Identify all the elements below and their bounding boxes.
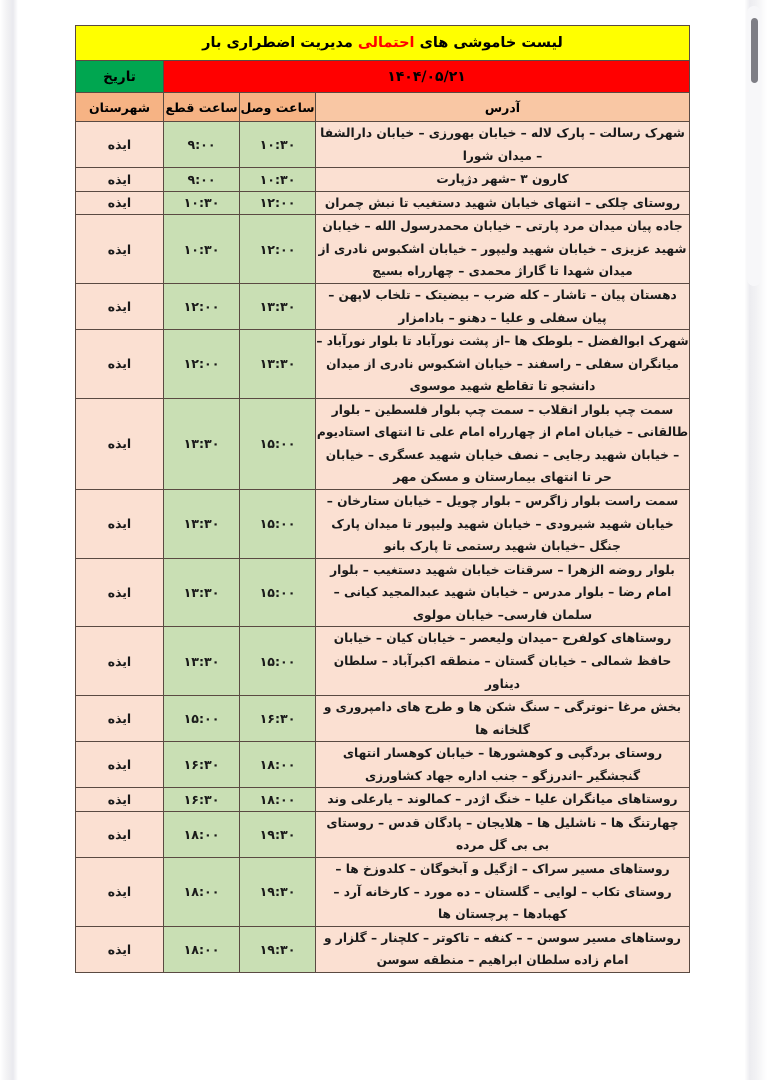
cell-county: ایذه — [75, 122, 163, 168]
cell-cut-time: ۹:۰۰ — [164, 122, 240, 168]
table-row — [75, 858, 689, 927]
cell-connect-time: ۱۹:۳۰ — [240, 926, 316, 972]
cell-county: ایذه — [75, 398, 163, 489]
table-row — [75, 191, 689, 215]
cell-cut-time: ۱۳:۳۰ — [164, 398, 240, 489]
cell-county: ایذه — [75, 811, 163, 857]
cell-connect-time: ۱۸:۰۰ — [240, 788, 316, 812]
cell-county: ایذه — [75, 742, 163, 788]
cell-county: ایذه — [75, 330, 163, 399]
cell-address: سمت چپ بلوار انقلاب – سمت چپ بلوار فلسطین – بلوار طالقانی – خیابان امام از چهارراه امام علی تا انتهای استادیوم – خیابان شهید رجایی – نصف خیابان شهید عسگری – خیابان حر تا انتهای بیمارستان و مسکن مهر — [316, 398, 690, 489]
table-row — [75, 558, 689, 627]
cell-county: ایذه — [75, 858, 163, 927]
outage-schedule-document — [76, 25, 690, 973]
table-banner-head — [75, 26, 689, 93]
table-row — [75, 696, 689, 742]
cell-address: شهرک رسالت – پارک لاله – خیابان بهورزی – خیابان دارالشفا – میدان شورا — [316, 122, 690, 168]
cell-cut-time: ۱۸:۰۰ — [164, 858, 240, 927]
column-header-address: آدرس — [316, 93, 690, 122]
cell-address: چهارتنگ ها – ناشلیل ها – هلایجان – پادگان قدس – روستای بی بی گل مرده — [316, 811, 690, 857]
date-value: ۱۴۰۴/۰۵/۲۱ — [164, 61, 690, 93]
cell-county: ایذه — [75, 168, 163, 192]
column-header-connect-time: ساعت وصل — [240, 93, 316, 122]
table-row — [75, 490, 689, 559]
cell-connect-time: ۱۵:۰۰ — [240, 627, 316, 696]
cell-cut-time: ۱۰:۳۰ — [164, 215, 240, 284]
cell-county: ایذه — [75, 191, 163, 215]
cell-connect-time: ۱۹:۳۰ — [240, 858, 316, 927]
cell-address: بلوار روضه الزهرا – سرقنات خیابان شهید دستغیب – بلوار امام رضا – بلوار مدرس – خیابان شهید عبدالمجید کیانی – سلمان فارسی– خیابان مولوی — [316, 558, 690, 627]
date-row — [75, 61, 689, 93]
cell-connect-time: ۱۳:۳۰ — [240, 283, 316, 329]
cell-address: روستاهای کولفرح –میدان ولیعصر – خیابان کیان – خیابان حافظ شمالی – خیابان گستان – منطقه اکبرآباد – سلطان دیناور — [316, 627, 690, 696]
cell-connect-time: ۱۰:۳۰ — [240, 122, 316, 168]
vertical-scrollbar-thumb[interactable] — [751, 18, 758, 83]
table-row — [75, 283, 689, 329]
table-row — [75, 168, 689, 192]
table-row — [75, 330, 689, 399]
cell-address: جاده پیان میدان مرد پارتی – خیابان محمدرسول الله – خیابان شهید عزیزی – خیابان شهید ولیپور – خیابان اشکبوس نادری از میدان شهدا تا گاراژ محمدی – چهارراه بسیج — [316, 215, 690, 284]
table-row — [75, 788, 689, 812]
cell-connect-time: ۱۵:۰۰ — [240, 490, 316, 559]
cell-address: بخش مرغا –نوترگی – سنگ شکن ها و طرح های دامپروری و گلخانه ها — [316, 696, 690, 742]
cell-address: روستای بردگپی و کوهشورها – خیابان کوهسار انتهای گنجشگیر –اندرزگو – جنب اداره جهاد کشاورزی — [316, 742, 690, 788]
cell-address: دهستان پیان – تاشار – کله ضرب – بیضیتک – تلخاب لاپهن – پیان سفلی و علیا – دهنو – بادامزار — [316, 283, 690, 329]
cell-cut-time: ۱۵:۰۰ — [164, 696, 240, 742]
cell-county: ایذه — [75, 696, 163, 742]
cell-cut-time: ۱۰:۳۰ — [164, 191, 240, 215]
table-row — [75, 742, 689, 788]
date-label: تاریخ — [75, 61, 163, 93]
cell-county: ایذه — [75, 490, 163, 559]
cell-connect-time: ۱۵:۰۰ — [240, 398, 316, 489]
cell-county: ایذه — [75, 283, 163, 329]
outage-schedule-table — [75, 25, 690, 973]
cell-connect-time: ۱۶:۳۰ — [240, 696, 316, 742]
cell-cut-time: ۱۲:۰۰ — [164, 283, 240, 329]
title-highlight-text: احتمالی — [357, 35, 415, 51]
cell-cut-time: ۱۶:۳۰ — [164, 788, 240, 812]
title-suffix-text: مدیریت اضطراری بار — [202, 35, 358, 51]
column-header-county: شهرستان — [75, 93, 163, 122]
cell-address: کارون ۳ –شهر دژپارت — [316, 168, 690, 192]
cell-county: ایذه — [75, 215, 163, 284]
table-row — [75, 811, 689, 857]
cell-county: ایذه — [75, 558, 163, 627]
cell-cut-time: ۱۳:۳۰ — [164, 627, 240, 696]
title-prefix-text: لیست خاموشی های — [414, 35, 563, 51]
table-column-headers — [75, 93, 689, 122]
table-row — [75, 627, 689, 696]
cell-address: روستاهای مسیر سوسن – – کنفه – تاکوتر – کلچنار – گلزار و امام زاده سلطان ابراهیم – منطقه سوسن — [316, 926, 690, 972]
cell-cut-time: ۱۲:۰۰ — [164, 330, 240, 399]
document-title — [75, 26, 689, 61]
cell-county: ایذه — [75, 926, 163, 972]
table-row — [75, 398, 689, 489]
cell-connect-time: ۱۵:۰۰ — [240, 558, 316, 627]
left-page-gutter — [0, 0, 18, 1080]
outage-rows-body — [75, 122, 689, 973]
cell-connect-time: ۱۲:۰۰ — [240, 191, 316, 215]
cell-connect-time: ۱۸:۰۰ — [240, 742, 316, 788]
cell-connect-time: ۱۳:۳۰ — [240, 330, 316, 399]
column-header-row — [75, 93, 689, 122]
cell-connect-time: ۱۰:۳۰ — [240, 168, 316, 192]
table-row — [75, 926, 689, 972]
cell-cut-time: ۱۳:۳۰ — [164, 490, 240, 559]
cell-address: روستاهای مسیر سراک – اژگیل و آبخوگان – کلدوزخ ها – روستای تکاب – لوایی – گلستان – ده مورد – کارخانه آرد – کهبادها – پرچستان ها — [316, 858, 690, 927]
cell-county: ایذه — [75, 788, 163, 812]
table-row — [75, 122, 689, 168]
cell-address: سمت راست بلوار زاگرس – بلوار چویل – خیابان ستارخان – خیابان شهید شیرودی – خیابان شهید ولیپور تا میدان پارک جنگل –خیابان شهید رستمی تا پارک بانو — [316, 490, 690, 559]
cell-address: شهرک ابوالفضل – بلوطک ها –از پشت نورآباد تا بلوار نورآباد – میانگران سفلی – راسفند – خیابان اشکبوس نادری از میدان دانشجو تا تقاطع شهید موسوی — [316, 330, 690, 399]
cell-cut-time: ۱۶:۳۰ — [164, 742, 240, 788]
title-row — [75, 26, 689, 61]
cell-address: روستاهای میانگران علیا – خنگ اژدر – کمالوند – یارعلی وند — [316, 788, 690, 812]
cell-connect-time: ۱۲:۰۰ — [240, 215, 316, 284]
cell-address: روستای چلکی – انتهای خیابان شهید دستغیب تا نبش چمران — [316, 191, 690, 215]
cell-cut-time: ۱۳:۳۰ — [164, 558, 240, 627]
cell-cut-time: ۹:۰۰ — [164, 168, 240, 192]
cell-county: ایذه — [75, 627, 163, 696]
column-header-cut-time: ساعت قطع — [164, 93, 240, 122]
cell-cut-time: ۱۸:۰۰ — [164, 926, 240, 972]
cell-cut-time: ۱۸:۰۰ — [164, 811, 240, 857]
cell-connect-time: ۱۹:۳۰ — [240, 811, 316, 857]
table-row — [75, 215, 689, 284]
